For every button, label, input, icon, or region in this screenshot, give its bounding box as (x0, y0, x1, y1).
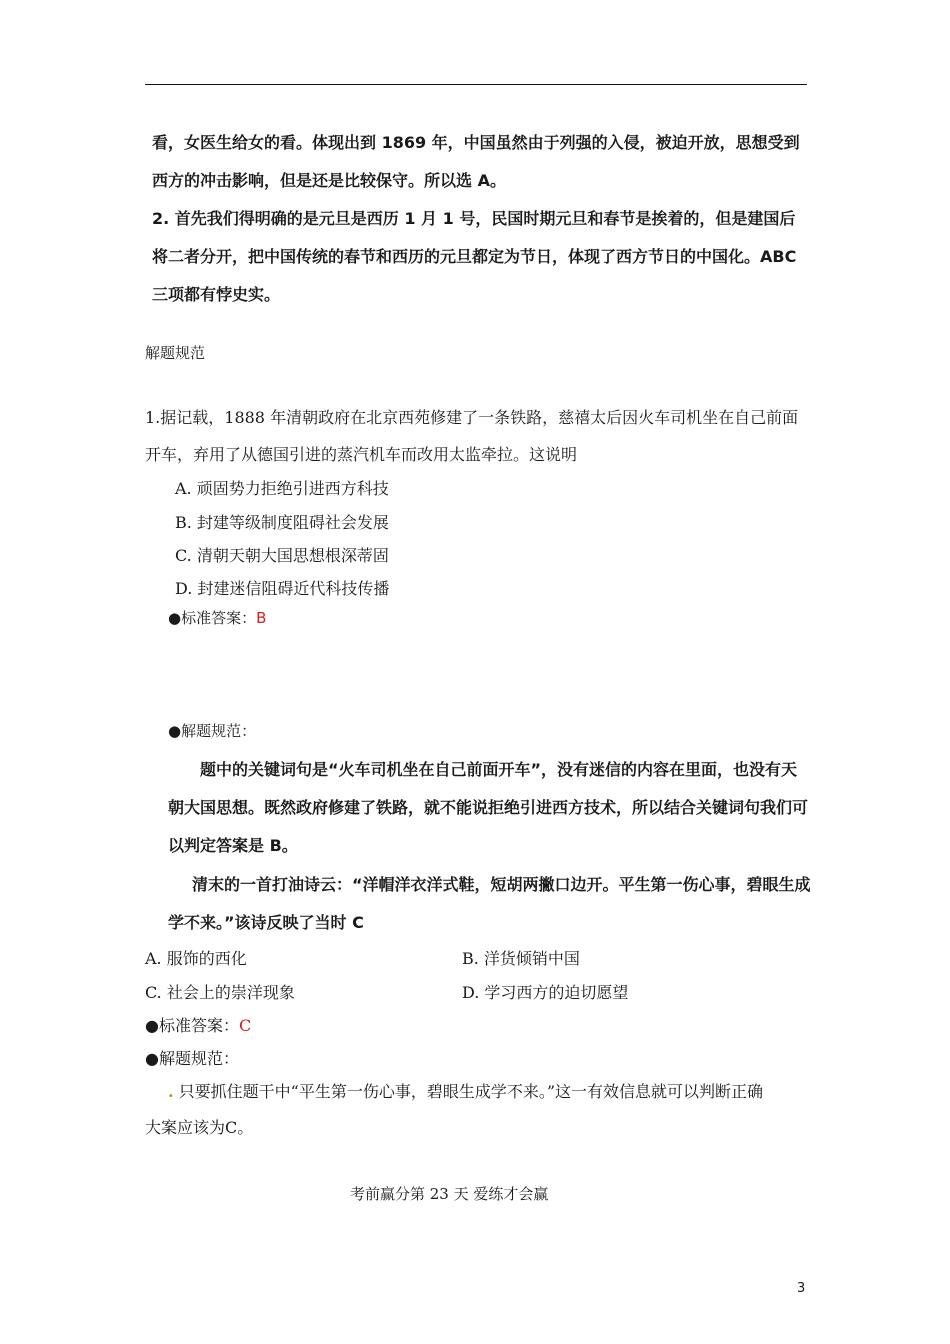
q1-option-b: B. 封建等级制度阻碍社会发展 (175, 513, 389, 532)
prev-answer-line-2: 西方的冲击影响，但是还是比较保守。所以选 A。 (152, 171, 506, 190)
q1-stem-line-2: 开车，弃用了从德国引进的蒸汽机车而改用太监牵拉。这说明 (145, 445, 578, 464)
q1-norm-line-2: 朝大国思想。既然政府修建了铁路，就不能说拒绝引进西方技术，所以结合关键词句我们可 (168, 798, 809, 817)
q1-answer-value: B (256, 609, 267, 627)
q2-norm-label: ●解题规范： (145, 1049, 239, 1068)
page-number: 3 (797, 1281, 806, 1296)
q1-norm-line-1: 题中的关键词句是“火车司机坐在自己前面开车”，没有迷信的内容在里面，也没有天 (200, 760, 798, 779)
q2-norm-line-2: 大案应该为C。 (145, 1118, 254, 1137)
q2-norm-dot: . (168, 1082, 174, 1101)
q1-answer-label: ●标准答案： (168, 609, 257, 627)
q1-stem-line-1: 1.据记载，1888 年清朝政府在北京西苑修建了一条铁路，慈禧太后因火车司机坐在自己前面 (145, 408, 799, 427)
q2-answer-label: ●标准答案： (145, 1016, 239, 1035)
q1-answer-row (168, 607, 266, 628)
q2-answer-row (145, 1013, 251, 1036)
footer-slogan: 考前赢分第 23 天 爱练才会赢 (350, 1185, 549, 1203)
q1-norm-line-3: 以判定答案是 B。 (168, 836, 298, 855)
header-rule (145, 84, 807, 85)
q2-norm-line-1: 只要抓住题干中“平生第一伤心事，碧眼生成学不来。”这一有效信息就可以判断正确 (178, 1082, 764, 1101)
prev-answer-line-5: 三项都有悖史实。 (152, 285, 281, 304)
q2-option-a: A. 服饰的西化 (145, 949, 247, 968)
q2-norm-line-1-row (168, 1079, 763, 1102)
q1-option-a: A. 顽固势力拒绝引进西方科技 (175, 479, 389, 498)
q2-answer-value: C (238, 1016, 252, 1035)
q1-norm-label: ●解题规范： (168, 722, 257, 740)
section-title: 解题规范 (145, 344, 206, 362)
q2-stem-line-1: 清末的一首打油诗云：“洋帽洋衣洋式鞋，短胡两撇口边开。平生第一伤心事，碧眼生成 (192, 875, 811, 894)
q1-option-c: C. 清朝天朝大国思想根深蒂固 (175, 546, 389, 565)
prev-answer-line-1: 看，女医生给女的看。体现出到 1869 年，中国虽然由于列强的入侵，被迫开放，思想受到 (152, 133, 800, 152)
q2-option-d: D. 学习西方的迫切愿望 (462, 983, 629, 1002)
prev-answer-line-3: 2. 首先我们得明确的是元旦是西历 1 月 1 号，民国时期元旦和春节是挨着的，但是建国后 (152, 209, 796, 228)
q1-option-d: D. 封建迷信阻碍近代科技传播 (175, 579, 390, 598)
q2-option-b: B. 洋货倾销中国 (462, 949, 580, 968)
prev-answer-line-4: 将二者分开，把中国传统的春节和西历的元旦都定为节日，体现了西方节日的中国化。ABC (152, 247, 797, 266)
q2-stem-line-2: 学不来。”该诗反映了当时 C (168, 913, 364, 932)
q2-option-c: C. 社会上的崇洋现象 (145, 983, 295, 1002)
